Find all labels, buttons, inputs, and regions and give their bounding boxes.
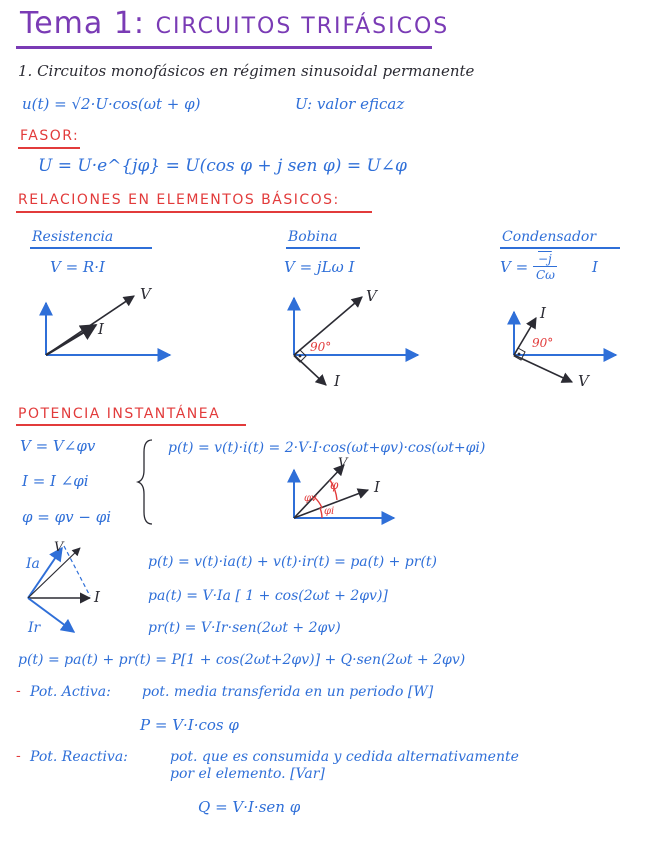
decomp-eq-2: pa(t) = V·Ia [ 1 + cos(2ωt + 2φv)] (148, 588, 388, 604)
res-v-label: V (140, 285, 151, 303)
fasor-heading: FASOR: (20, 128, 80, 144)
res-i-label: I (98, 320, 104, 338)
dec-i-label: I (94, 588, 100, 606)
pot-v-label: V (338, 456, 348, 471)
bobina-label: Bobina (288, 229, 338, 245)
bobina-equation: V = jLω I (284, 258, 355, 276)
condensador-eq-left: V = (500, 258, 529, 276)
title-prefix: Tema 1: (20, 6, 146, 41)
con-angle-label: 90° (532, 336, 554, 350)
voltage-vector (514, 355, 572, 382)
reactiva-equation: Q = V·I·sen φ (198, 798, 301, 816)
con-v-label: V (578, 372, 589, 390)
con-i-label: I (540, 304, 546, 322)
dec-v-label: V (54, 540, 64, 555)
decomp-eq-3: pr(t) = V·Ir·sen(2ωt + 2φv) (148, 620, 341, 636)
bullet-dash: - (16, 748, 21, 764)
current-vector (294, 355, 326, 385)
bob-v-label: V (366, 287, 377, 305)
bob-i-label: I (334, 372, 340, 390)
ir-label: Ir (28, 620, 41, 636)
activa-description: pot. media transferida en un periodo [W] (142, 684, 434, 700)
activa-equation: P = V·I·cos φ (140, 716, 239, 734)
condensador-eq-numerator: −j (538, 252, 552, 266)
pot-i-label: I (374, 478, 380, 496)
def-current: I = I ∠φi (22, 472, 89, 490)
pt-equation: p(t) = v(t)·i(t) = 2·V·I·cos(ωt+φv)·cos(ωt+φi) (168, 440, 486, 456)
condensador-diagram (514, 312, 616, 382)
title-suffix: CIRCUITOS TRIFÁSICOS (155, 14, 450, 39)
brace (138, 440, 152, 524)
resistencia-label: Resistencia (32, 229, 114, 245)
bullet-dash: - (16, 683, 21, 699)
ia-label: Ia (26, 556, 40, 572)
fasor-equation: U = U·e^{jφ} = U(cos φ + j sen φ) = U∠φ (38, 156, 407, 176)
phii-arc (320, 508, 322, 518)
reactiva-description-2: por el elemento. [Var] (170, 766, 325, 782)
def-voltage: V = V∠φv (20, 437, 96, 455)
condensador-label: Condensador (502, 229, 597, 245)
total-power-equation: p(t) = pa(t) + pr(t) = P[1 + cos(2ωt+2φv)] + Q·sen(2ωt + 2φv) (18, 652, 466, 668)
signal-equation: u(t) = √2·U·cos(ωt + φ) (22, 95, 201, 113)
resistencia-equation: V = R·I (50, 258, 105, 276)
condensador-eq-right: I (592, 258, 598, 276)
signal-note: U: valor eficaz (295, 95, 405, 113)
decomp-eq-1: p(t) = v(t)·ia(t) + v(t)·ir(t) = pa(t) + pr(t) (148, 554, 438, 570)
bob-angle-label: 90° (310, 340, 332, 354)
reactiva-label: Pot. Reactiva: (30, 749, 128, 765)
potencia-underline (16, 424, 246, 426)
pot-phiv-label: φv (304, 493, 317, 504)
activa-label: Pot. Activa: (30, 684, 111, 700)
section-heading: 1. Circuitos monofásicos en régimen sinusoidal permanente (18, 62, 475, 80)
def-phase: φ = φv − φi (22, 508, 111, 526)
condensador-eq-denominator: Cω (536, 268, 555, 282)
pot-phi-label: φ (330, 478, 339, 492)
current-vector (46, 325, 96, 355)
resistencia-diagram (46, 296, 170, 355)
projection-line (64, 546, 90, 596)
reactiva-description-1: pot. que es consumida y cedida alternativamente (170, 749, 519, 765)
relaciones-heading: RELACIONES EN ELEMENTOS BÁSICOS: (18, 192, 340, 208)
potencia-heading: POTENCIA INSTANTÁNEA (18, 406, 221, 422)
pot-phii-label: φi (324, 506, 335, 517)
